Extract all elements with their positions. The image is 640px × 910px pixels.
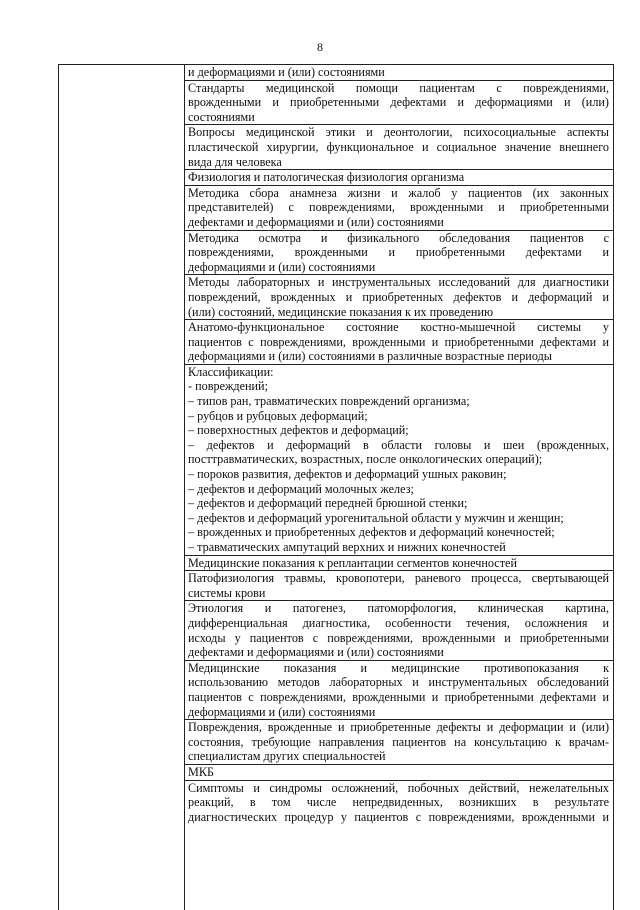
row-text-line: состояния, требующие направления пациентов на консультацию к врачам- <box>188 734 609 749</box>
row-text-line: Медицинские показания и медицинские противопоказания к <box>188 660 609 675</box>
table-row <box>185 765 613 781</box>
row-text-line: Методика осмотра и физикального обследования пациентов с <box>188 230 609 245</box>
row-text-line: – дефектов и деформаций в области головы и шеи (врожденных, <box>188 437 609 452</box>
row-text-line: – травматических ампутаций верхних и нижних конечностей <box>188 540 506 554</box>
table-row <box>185 186 613 231</box>
row-text-line: посттравматических, возрастных, после онкологических операций); <box>188 452 543 467</box>
table-row <box>185 320 613 365</box>
table-row <box>185 170 613 186</box>
row-text-line: дефектами и деформациями и (или) состояниями <box>188 214 444 229</box>
row-text-line: Медицинские показания к реплантации сегментов конечностей <box>188 555 517 570</box>
row-text-line: и деформациями и (или) состояниями <box>188 65 385 79</box>
row-text-line: Методы лабораторных и инструментальных исследований для диагностики <box>188 275 609 290</box>
row-text-line: – врожденных и приобретенных дефектов и деформаций конечностей; <box>188 525 555 540</box>
requirements-table <box>58 64 614 910</box>
row-text-line: дефектами и деформациями и (или) состояниями <box>188 645 444 660</box>
table-row <box>185 556 613 572</box>
table-row <box>185 81 613 126</box>
table-row <box>185 601 613 660</box>
page-number: 8 <box>317 40 323 54</box>
row-text-line: деформациями и (или) состояниями <box>188 704 376 719</box>
table-right-column <box>185 65 613 910</box>
row-text-line: (или) состояний, медицинские показания к их проведению <box>188 304 494 319</box>
row-text-line: Этиология и патогенез, патоморфология, клиническая картина, <box>188 601 609 616</box>
table-row <box>185 125 613 170</box>
row-text-line: – дефектов и деформаций урогенитальной области у мужчин и женщин; <box>188 510 564 525</box>
row-text-line: Физиология и патологическая физиология организма <box>188 170 465 185</box>
row-text-line: Анатомо-функциональное состояние костно-мышечной системы у <box>188 320 609 335</box>
row-text-line: – рубцов и рубцовых деформаций; <box>188 408 368 423</box>
row-text-line: - повреждений; <box>188 379 268 394</box>
row-text-line: специалистам других специальностей <box>188 749 386 764</box>
row-text-line: повреждений, врожденных и приобретенных дефектов и деформаций и <box>188 289 609 304</box>
row-text-line: реакций, в том числе непредвиденных, возникших в результате <box>188 795 609 810</box>
row-text-line: диагностических процедур у пациентов с повреждениями, врожденными и <box>188 809 609 824</box>
row-text-line: деформациями и (или) состояниями <box>188 259 376 274</box>
row-text-line: Методика сбора анамнеза жизни и жалоб у пациентов (их законных <box>188 185 609 200</box>
row-text-line: состояниями <box>188 109 255 124</box>
row-text-line: МКБ <box>188 764 214 779</box>
table-row <box>185 275 613 320</box>
table-row <box>185 661 613 720</box>
table-left-column <box>59 65 185 910</box>
row-text-line: Вопросы медицинской этики и деонтологии, психосоциальные аспекты <box>188 125 609 140</box>
row-text-line: Классификации: <box>188 364 274 379</box>
row-text-line: – дефектов и деформаций молочных желез; <box>188 481 414 496</box>
row-text-line: пациентов с повреждениями, врожденными и приобретенными дефектами и <box>188 689 609 704</box>
row-text-line: повреждениями, врожденными и приобретенными дефектами и <box>188 245 609 260</box>
row-text-line: вида для человека <box>188 154 282 169</box>
table-row <box>185 65 613 81</box>
row-text-line: – типов ран, травматических повреждений организма; <box>188 394 470 409</box>
row-text-line: исходы у пациентов с повреждениями, врожденными и приобретенными <box>188 630 609 645</box>
table-row <box>185 781 613 825</box>
row-text-line: пациентов с повреждениями, врожденными и приобретенными дефектами и <box>188 334 609 349</box>
row-text-line: Симптомы и синдромы осложнений, побочных действий, нежелательных <box>188 780 609 795</box>
table-row <box>185 720 613 765</box>
row-text-line: системы крови <box>188 585 266 600</box>
row-text-line: дифференциальная диагностика, особенности течения, осложнения и <box>188 615 609 630</box>
row-text-line: – поверхностных дефектов и деформаций; <box>188 423 409 438</box>
row-text-line: деформациями и (или) состояниями в различные возрастные периоды <box>188 349 552 364</box>
table-row <box>185 365 613 556</box>
row-text-line: врожденными и приобретенными дефектами и деформациями и (или) <box>188 95 609 110</box>
table-row <box>185 231 613 276</box>
row-text-line: Повреждения, врожденные и приобретенные дефекты и деформации и (или) <box>188 720 609 735</box>
row-text-line: Патофизиология травмы, кровопотери, раневого процесса, свертывающей <box>188 571 609 586</box>
table-row <box>185 571 613 601</box>
row-text-line: представителей) с повреждениями, врожденными и приобретенными <box>188 200 609 215</box>
row-text-line: – пороков развития, дефектов и деформаций ушных раковин; <box>188 467 507 482</box>
row-text-line: пластической хирургии, функциональное и социальное значение внешнего <box>188 139 609 154</box>
row-text-line: Стандарты медицинской помощи пациентам с повреждениями, <box>188 80 609 95</box>
row-text-line: – дефектов и деформаций передней брюшной стенки; <box>188 496 468 511</box>
row-text-line: использованию методов лабораторных и инструментальных обследований <box>188 675 609 690</box>
